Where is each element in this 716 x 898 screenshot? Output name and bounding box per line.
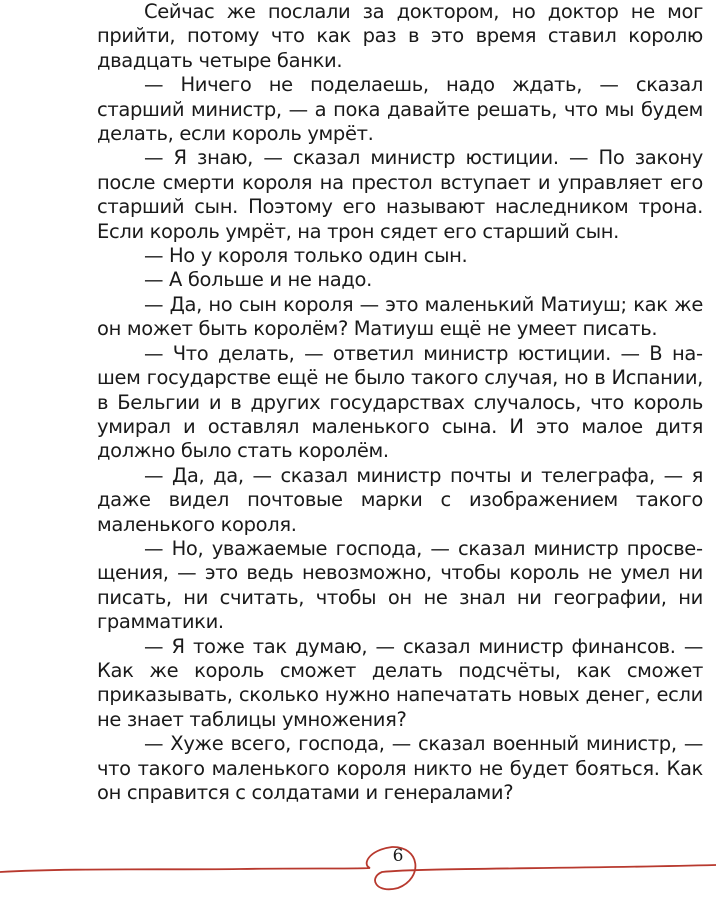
book-page-text [97,0,703,805]
paragraph-7: — Что делать, — ответил министр юстиции. — В нашем государстве ещё не было такого случая, но в Испании, в Бельгии и в других государствах случалось, что король умирал и оставлял маленького сына. И это малое дитя должно было стать королём. [97,341,703,463]
paragraph-10: — Я тоже так думаю, — сказал министр финансов. — Как же король сможет делать подсчёты, как сможет приказывать, сколько нужно напечатать новых денег, если не знает таблицы умножения? [97,634,703,731]
footer-decoration [0,838,716,898]
paragraph-1: Сейчас же послали за доктором, но доктор не мог прийти, потому что как раз в это время ставил королю двадцать четыре банки. [97,0,703,72]
page-number: 6 [392,846,404,866]
paragraph-5: — А больше и не надо. [144,268,372,292]
paragraph-9: — Но, уважаемые господа, — сказал министр просвещения, — это ведь невозможно, чтобы король не умел ни писать, ни считать, чтобы он не знал ни географии, ни грамматики. [97,536,703,634]
paragraph-6: — Да, но сын короля — это маленький Матиуш; как же он может быть королём? Матиуш ещё не умеет писать. [97,292,703,341]
paragraph-2: — Ничего не поделаешь, надо ждать, — сказал старший министр, — а пока давайте решать, что мы будем делать, если король умрёт. [97,73,703,146]
paragraph-4: — Но у короля только один сын. [144,244,468,268]
paragraph-8: — Да, да, — сказал министр почты и телеграфа, — я даже видел почтовые марки с изображением такого маленького короля. [97,463,703,536]
paragraph-3: — Я знаю, — сказал министр юстиции. — По закону после смерти короля на престол вступает и управляет его старший сын. Поэтому его называют наследником трона. Если король умрёт, на трон сядет его старший сын. [97,146,703,243]
paragraph-11: — Хуже всего, господа, — сказал военный министр, — что такого маленького короля никто не будет бояться. Как он справится с солдатами и генералами? [97,732,703,804]
decorative-swirl-line [0,847,716,889]
